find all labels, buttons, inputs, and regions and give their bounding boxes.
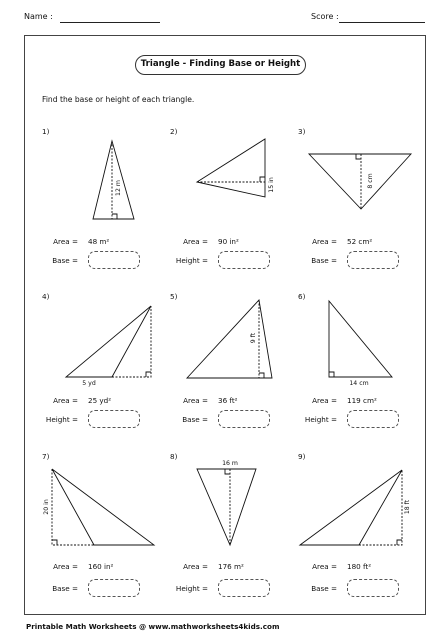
answer-box[interactable] (347, 579, 399, 597)
area-value: 25 yd² (88, 396, 112, 405)
right-angle-mark-1 (112, 214, 117, 219)
dimension-label: 15 in (268, 177, 275, 193)
ask-label: Height = (45, 415, 78, 424)
problem-number: 5) (170, 292, 178, 301)
triangle-2 (197, 139, 265, 197)
triangle-7 (52, 469, 154, 545)
answer-box[interactable] (347, 251, 399, 269)
area-label: Area = (183, 562, 208, 571)
ask-label: Height = (175, 256, 208, 265)
triangle-3 (309, 154, 411, 209)
problem-number: 4) (42, 292, 50, 301)
dimension-label: 18 ft (404, 499, 411, 515)
answer-box[interactable] (347, 410, 399, 428)
right-angle-mark-3 (356, 154, 361, 159)
ask-label: Base = (52, 256, 78, 265)
dimension-label: 9 ft (250, 332, 257, 344)
problem-number: 7) (42, 452, 50, 461)
footer (26, 622, 279, 631)
right-angle-mark-9 (397, 540, 402, 545)
problem-number: 6) (298, 292, 306, 301)
triangle-8 (197, 469, 256, 545)
area-label: Area = (312, 396, 337, 405)
area-value: 48 m² (88, 237, 110, 246)
dimension-label: 20 in (43, 499, 50, 515)
worksheet-title: Triangle - Finding Base or Height (135, 55, 306, 75)
answer-box[interactable] (88, 251, 140, 269)
area-value: 180 ft² (347, 562, 372, 571)
right-angle-mark-2 (260, 177, 265, 182)
answer-box[interactable] (218, 251, 270, 269)
right-angle-mark-7 (52, 540, 57, 545)
ask-label: Base = (182, 415, 208, 424)
area-label: Area = (53, 396, 78, 405)
area-label: Area = (53, 237, 78, 246)
ask-label: Height = (175, 584, 208, 593)
area-label: Area = (183, 396, 208, 405)
ask-label: Base = (311, 256, 337, 265)
triangle-6 (329, 301, 392, 377)
area-label: Area = (312, 562, 337, 571)
area-value: 119 cm² (347, 396, 377, 405)
footer-prefix: Printable Math Worksheets @ (26, 622, 147, 631)
triangle-9 (300, 470, 402, 545)
area-value: 52 cm² (347, 237, 373, 246)
problem-number: 9) (298, 452, 306, 461)
ask-label: Height = (304, 415, 337, 424)
area-value: 160 in² (88, 562, 114, 571)
footer-site-link[interactable]: www.mathworksheets4kids.com (148, 622, 280, 631)
answer-box[interactable] (88, 410, 140, 428)
answer-box[interactable] (88, 579, 140, 597)
area-label: Area = (183, 237, 208, 246)
problem-number: 8) (170, 452, 178, 461)
score-label: Score : (311, 12, 339, 21)
instructions: Find the base or height of each triangle. (42, 95, 195, 104)
dimension-label: 16 m (222, 460, 238, 467)
ask-label: Base = (52, 584, 78, 593)
problem-number: 3) (298, 127, 306, 136)
triangle-4 (66, 306, 151, 377)
area-value: 36 ft² (218, 396, 238, 405)
name-label: Name : (24, 12, 53, 21)
dimension-label: 8 cm (367, 173, 374, 189)
dimension-label: 12 m (115, 180, 122, 196)
right-angle-mark-4 (146, 372, 151, 377)
area-value: 90 in² (218, 237, 239, 246)
area-value: 176 m² (218, 562, 244, 571)
problem-number: 2) (170, 127, 178, 136)
right-angle-mark-8 (225, 469, 230, 474)
triangle-1 (93, 141, 134, 219)
answer-box[interactable] (218, 410, 270, 428)
right-angle-mark-6 (329, 372, 334, 377)
problem-number: 1) (42, 127, 50, 136)
area-label: Area = (312, 237, 337, 246)
dimension-label: 14 cm (349, 380, 369, 387)
answer-box[interactable] (218, 579, 270, 597)
area-label: Area = (53, 562, 78, 571)
right-angle-mark-5 (259, 373, 264, 378)
ask-label: Base = (311, 584, 337, 593)
dimension-label: 5 yd (82, 380, 96, 387)
